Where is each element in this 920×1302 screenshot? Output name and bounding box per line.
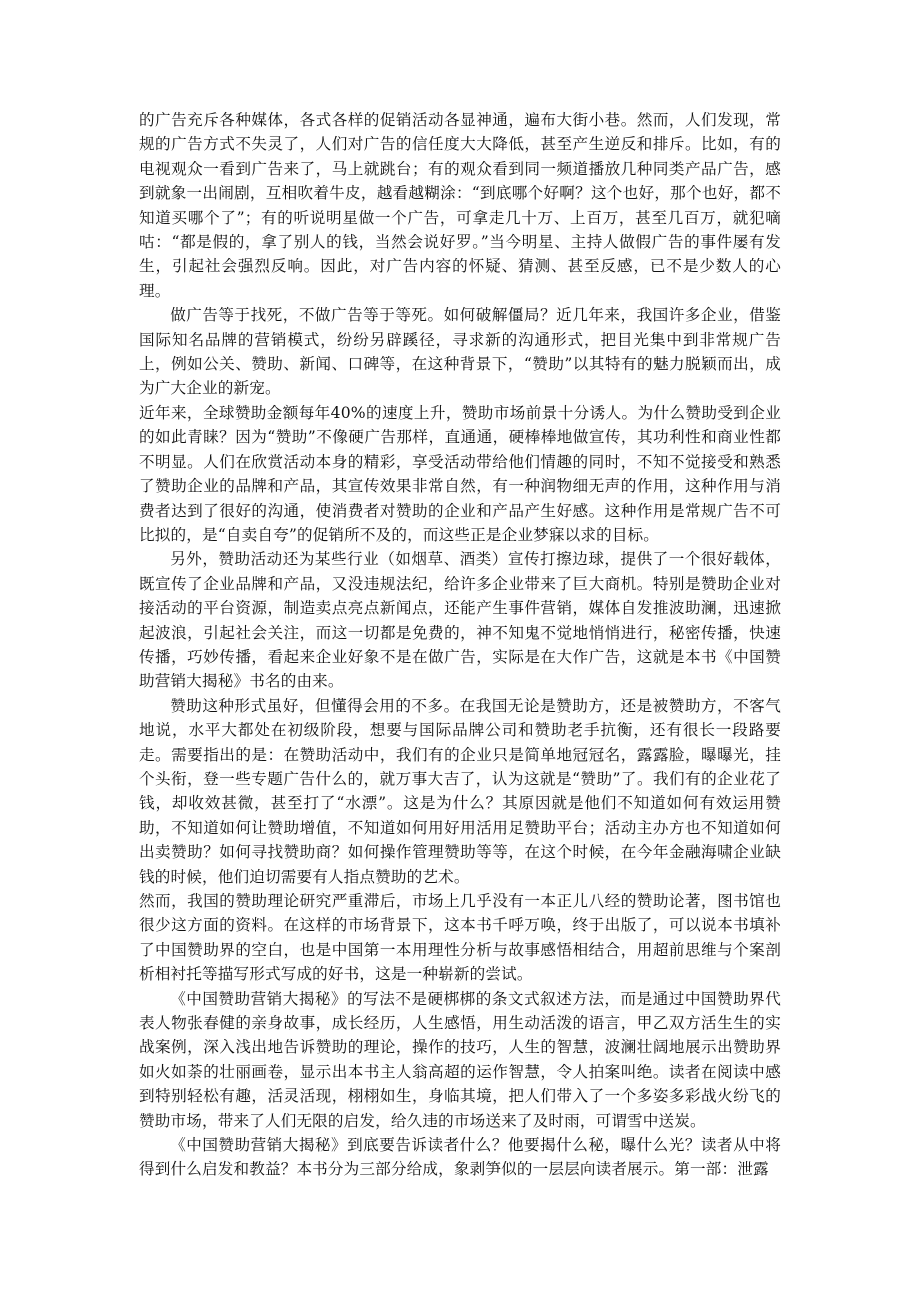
document-body bbox=[139, 108, 781, 1182]
paragraph-7: 《中国赞助营销大揭秘》的写法不是硬梆梆的条文式叙述方法，而是通过中国赞助界代表人物张春健的亲身故事，成长经历，人生感悟，用生动活泼的语言，甲乙双方活生生的实战案例，深入浅出地告诉赞助的理论，操作的技巧，人生的智慧，波澜壮阔地展示出赞助界如火如荼的壮丽画卷，显示出本书主人翁高超的运作智慧，令人拍案叫绝。读者在阅读中感到特别轻松有趣，活灵活现，栩栩如生，身临其境，把人们带入了一个多姿多彩战火纷飞的赞助市场，带来了人们无限的启发，给久违的市场送来了及时雨，可谓雪中送炭。 bbox=[139, 989, 781, 1130]
paragraph-8: 《中国赞助营销大揭秘》到底要告诉读者什么？他要揭什么秘，曝什么光？读者从中将得到什么启发和教益？本书分为三部分给成，象剥笋似的一层层向读者展示。第一部：泄露 bbox=[139, 1136, 781, 1179]
paragraph-5: 赞助这种形式虽好，但懂得会用的不多。在我国无论是赞助方，还是被赞助方，不客气地说，水平大都处在初级阶段，想要与国际品牌公司和赞助老手抗衡，还有很长一段路要走。需要指出的是：在赞助活动中，我们有的企业只是简单地冠冠名，露露脸，曝曝光，挂个头衔，登一些专题广告什么的，就万事大吉了，认为这就是“赞助”了。我们有的企业花了钱，却收效甚微，甚至打了“水漂”。这是为什么？其原因就是他们不知道如何有效运用赞助，不知道如何让赞助增值，不知道如何用好用活用足赞助平台；活动主办方也不知道如何出卖赞助？如何寻找赞助商？如何操作管理赞助等等，在这个时候，在今年金融海啸企业缺钱的时候，他们迫切需要有人指点赞助的艺术。 bbox=[139, 696, 781, 886]
paragraph-2: 做广告等于找死，不做广告等于等死。如何破解僵局？近几年来，我国许多企业，借鉴国际知名品牌的营销模式，纷纷另辟蹊径，寻求新的沟通形式，把目光集中到非常规广告上，例如公关、赞助、新闻、口碑等，在这种背景下，“赞助”以其特有的魅力脱颖而出，成为广大企业的新宠。 bbox=[139, 306, 781, 398]
paragraph-6: 然而，我国的赞助理论研究严重滞后，市场上几乎没有一本正儿八经的赞助论著，图书馆也很少这方面的资料。在这样的市场背景下，这本书千呼万唤，终于出版了，可以说本书填补了中国赞助界的空白，也是中国第一本用理性分析与故事感悟相结合，用超前思维与个案剖析相衬托等描写形式写成的好书，这是一种崭新的尝试。 bbox=[139, 892, 781, 984]
paragraph-4: 另外，赞助活动还为某些行业（如烟草、酒类）宣传打擦边球，提供了一个很好载体，既宣传了企业品牌和产品，又没违规法纪，给许多企业带来了巨大商机。特别是赞助企业对接活动的平台资源，制造卖点亮点新闻点，还能产生事件营销，媒体自发推波助澜，迅速掀起波浪，引起社会关注，而这一切都是免费的，神不知鬼不觉地悄悄进行，秘密传播，快速传播，巧妙传播，看起来企业好象不是在做广告，实际是在大作广告，这就是本书《中国赞助营销大揭秘》书名的由来。 bbox=[139, 550, 781, 691]
paragraph-3: 近年来，全球赞助金额每年40%的速度上升，赞助市场前景十分诱人。为什么赞助受到企业的如此青睐？因为“赞助”不像硬广告那样，直通通，硬棒棒地做宣传，其功利性和商业性都不明显。人们在欣赏活动本身的精彩，享受活动带给他们情趣的同时，不知不觉接受和熟悉了赞助企业的品牌和产品，其宣传效果非常自然，有一种润物细无声的作用，这种作用与消费者达到了很好的沟通，使消费者对赞助的企业和产品产生好感。这种作用是常规广告不可比拟的，是“自卖自夸”的促销所不及的，而这些正是企业梦寐以求的目标。 bbox=[139, 403, 781, 544]
paragraph-1: 的广告充斥各种媒体，各式各样的促销活动各显神通，遍布大街小巷。然而，人们发现，常规的广告方式不失灵了，人们对广告的信任度大大降低，甚至产生逆反和排斥。比如，有的电视观众一看到广告来了，马上就跳台；有的观众看到同一频道播放几种同类产品广告，感到就象一出闹剧，互相吹着牛皮，越看越糊涂：“到底哪个好啊？这个也好，那个也好，都不知道买哪个了”；有的听说明星做一个广告，可拿走几十万、上百万，甚至几百万，就犯嘀咕：“都是假的，拿了别人的钱，当然会说好罗。”当今明星、主持人做假广告的事件屡有发生，引起社会强烈反响。因此，对广告内容的怀疑、猜测、甚至反感，已不是少数人的心理。 bbox=[139, 111, 781, 300]
